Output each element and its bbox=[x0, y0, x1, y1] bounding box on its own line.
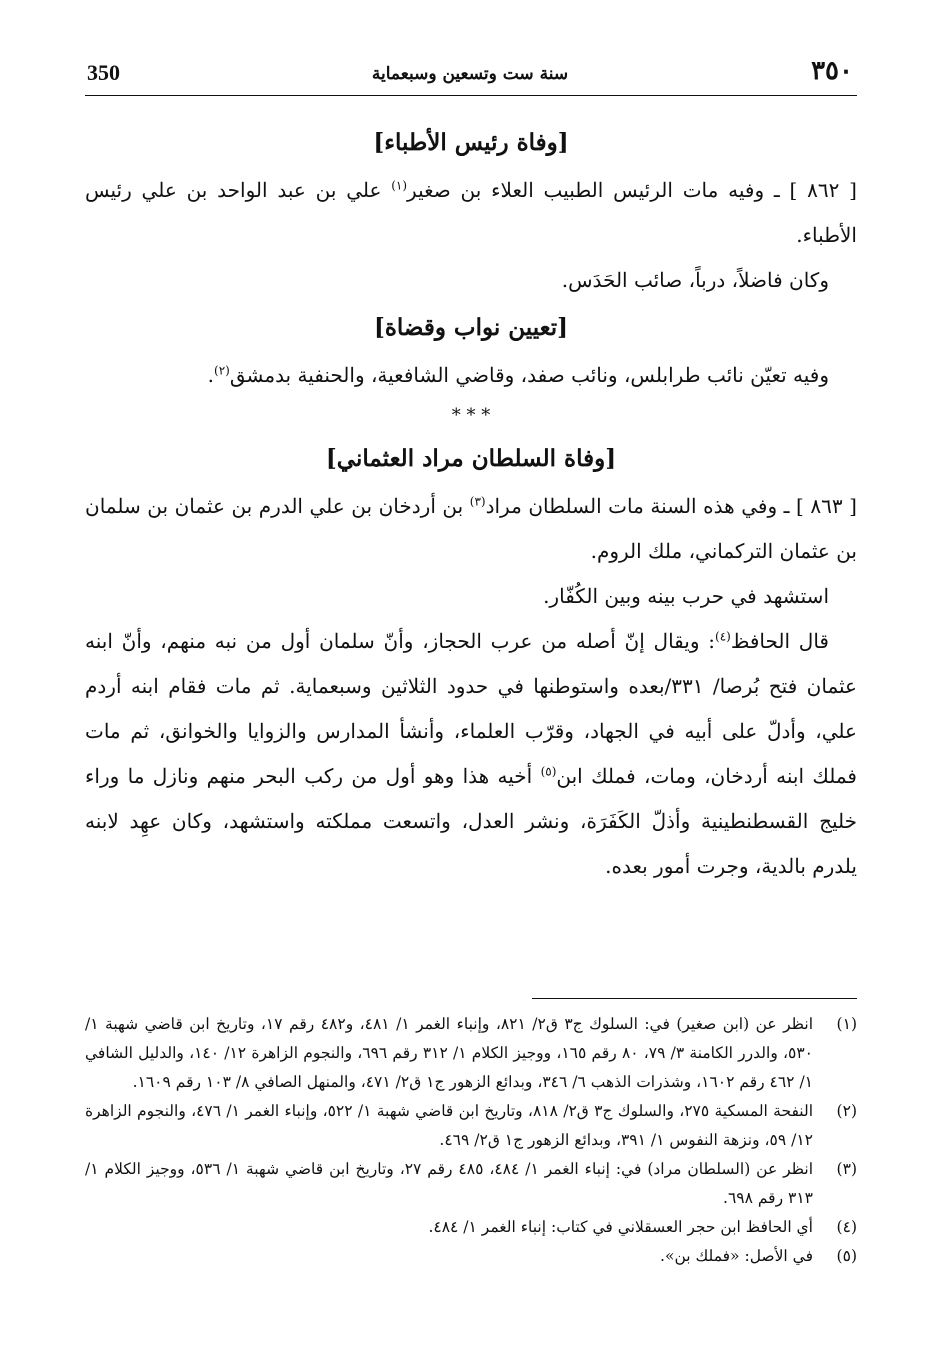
footnote-number: (٣) bbox=[836, 1160, 857, 1178]
text-run: : ويقال إنّ أصله من عرب الحجاز، وأنّ سلمان أول من نبه منهم، وأنّ ابنه عثمان فتح بُرصا/ ٣٣١/بعده واستوطنها في حدود الثلاثين وسبعماية. ثم مات فقام ابنه أردم علي، وأدلّ على أبيه في الجهاد، وقرّب العلماء، وأنشأ المدارس والزوايا والخوانق، ثم مات فملك ابنه أردخان، ومات، فملك ابن bbox=[85, 629, 857, 788]
footnote-number: (٢) bbox=[836, 1102, 857, 1120]
text-run: علي بن عبد الواحد بن علي رئيس الأطباء. bbox=[85, 178, 857, 247]
footnote-number: (١) bbox=[836, 1015, 857, 1033]
paragraph: استشهد في حرب بينه وبين الكُفّار. bbox=[543, 584, 829, 608]
footnote-ref[interactable]: (٣) bbox=[469, 494, 486, 509]
paragraph: وكان فاضلاً، درباً، صائب الحَدَس. bbox=[561, 268, 829, 292]
entry-number: [ ٨٦٢ ] ـ bbox=[773, 178, 857, 202]
footnote-rule bbox=[532, 998, 857, 999]
footnote-ref[interactable]: (٢) bbox=[214, 363, 230, 378]
entry-paragraph bbox=[85, 168, 857, 258]
footnote-ref[interactable]: (١) bbox=[391, 178, 408, 193]
entry-paragraph bbox=[85, 484, 857, 574]
entry-number: [ ٨٦٣ ] ـ bbox=[783, 494, 857, 518]
text-run: بن أردخان بن علي الدرم بن عثمان بن سلمان بن عثمان التركماني، ملك الروم. bbox=[85, 494, 857, 563]
section-heading: [وفاة السلطان مراد العثماني] bbox=[325, 445, 617, 472]
footnote-text: انظر عن (ابن صغير) في: السلوك ج٣ ق٢/ ٨٢١، وإنباء الغمر ١/ ٤٨١، و٤٨٢ رقم ١٧، وتاريخ ابن قاضي شهبة ١/ ٥٣٠، والدرر الكامنة ٣/ ٧٩، ٨٠ رقم ١٦٥، ووجيز الكلام ١/ ٣١٢ رقم ٦٩٦، والنجوم الزاهرة ١٢/ ١٤٠، والدليل الشافي ١/ ٤٦٢ رقم ١٦٠٢، وشذرات الذهب ٦/ ٣٤٦، وبدائع الزهور ج١ ق٢/ ٤٧١، والمنهل الصافي ٨/ ١٠٣ رقم ١٦٠٩. bbox=[85, 1015, 814, 1091]
main-text bbox=[85, 118, 857, 889]
text-run: . bbox=[207, 363, 214, 387]
footnote-text: انظر عن (السلطان مراد) في: إنباء الغمر ١/ ٤٨٤، ٤٨٥ رقم ٢٧، وتاريخ ابن قاضي شهبة ١/ ٥٣٦، ووجيز الكلام ١/ ٣١٣ رقم ٦٩٨. bbox=[85, 1160, 814, 1207]
footnote-ref[interactable]: (٥) bbox=[540, 764, 557, 779]
footnote bbox=[85, 1155, 857, 1213]
running-title: سنة ست وتسعين وسبعماية bbox=[371, 64, 569, 84]
footnote-text: في الأصل: «فملك بن». bbox=[660, 1247, 813, 1265]
footnote bbox=[85, 1010, 857, 1097]
footnote bbox=[85, 1097, 857, 1155]
page-header bbox=[85, 56, 855, 92]
footnote-ref[interactable]: (٤) bbox=[715, 629, 731, 644]
footnote bbox=[85, 1213, 857, 1242]
text-run: أخيه هذا وهو أول من ركب البحر منهم ونازل ما وراء خليج القسطنطينية وأذلّ الكَفَرَة، ونشر العدل، واتسعت مملكته واستشهد، وكان عهِد لابنه يلدرم بالدية، وجرت أمور بعده. bbox=[85, 764, 858, 878]
footnote bbox=[85, 1242, 857, 1271]
footnote-number: (٤) bbox=[836, 1218, 857, 1236]
text-run: قال الحافظ bbox=[730, 629, 829, 653]
header-rule bbox=[85, 95, 857, 96]
section-heading: [تعيين نواب وقضاة] bbox=[373, 314, 569, 341]
text-run: وفيه مات الرئيس الطبيب العلاء بن صغير bbox=[407, 178, 765, 202]
footnote-number: (٥) bbox=[836, 1247, 857, 1265]
text-run: وفي هذه السنة مات السلطان مراد bbox=[485, 494, 778, 518]
footnote-text: أي الحافظ ابن حجر العسقلاني في كتاب: إنباء الغمر ١/ ٤٨٤. bbox=[428, 1218, 813, 1236]
text-run: وفيه تعيّن نائب طرابلس، ونائب صفد، وقاضي الشافعية، والحنفية بدمشق bbox=[229, 363, 829, 387]
footnote-text: النفحة المسكية ٢٧٥، والسلوك ج٣ ق٢/ ٨١٨، وتاريخ ابن قاضي شهبة ١/ ٥٢٢، وإنباء الغمر ١/ ٤٧٦، والنجوم الزاهرة ١٢/ ٥٩، ونزهة النفوس ١/ ٣٩١، وبدائع الزهور ج١ ق٢/ ٤٦٩. bbox=[85, 1102, 814, 1149]
section-separator: * * * bbox=[451, 405, 491, 426]
paragraph bbox=[85, 619, 857, 889]
section-heading: [وفاة رئيس الأطباء] bbox=[373, 129, 569, 156]
page-number-latin: 350 bbox=[87, 60, 120, 85]
footnotes bbox=[85, 1010, 857, 1271]
page-number-arabic: ٣٥٠ bbox=[811, 56, 853, 86]
paragraph bbox=[85, 353, 857, 398]
